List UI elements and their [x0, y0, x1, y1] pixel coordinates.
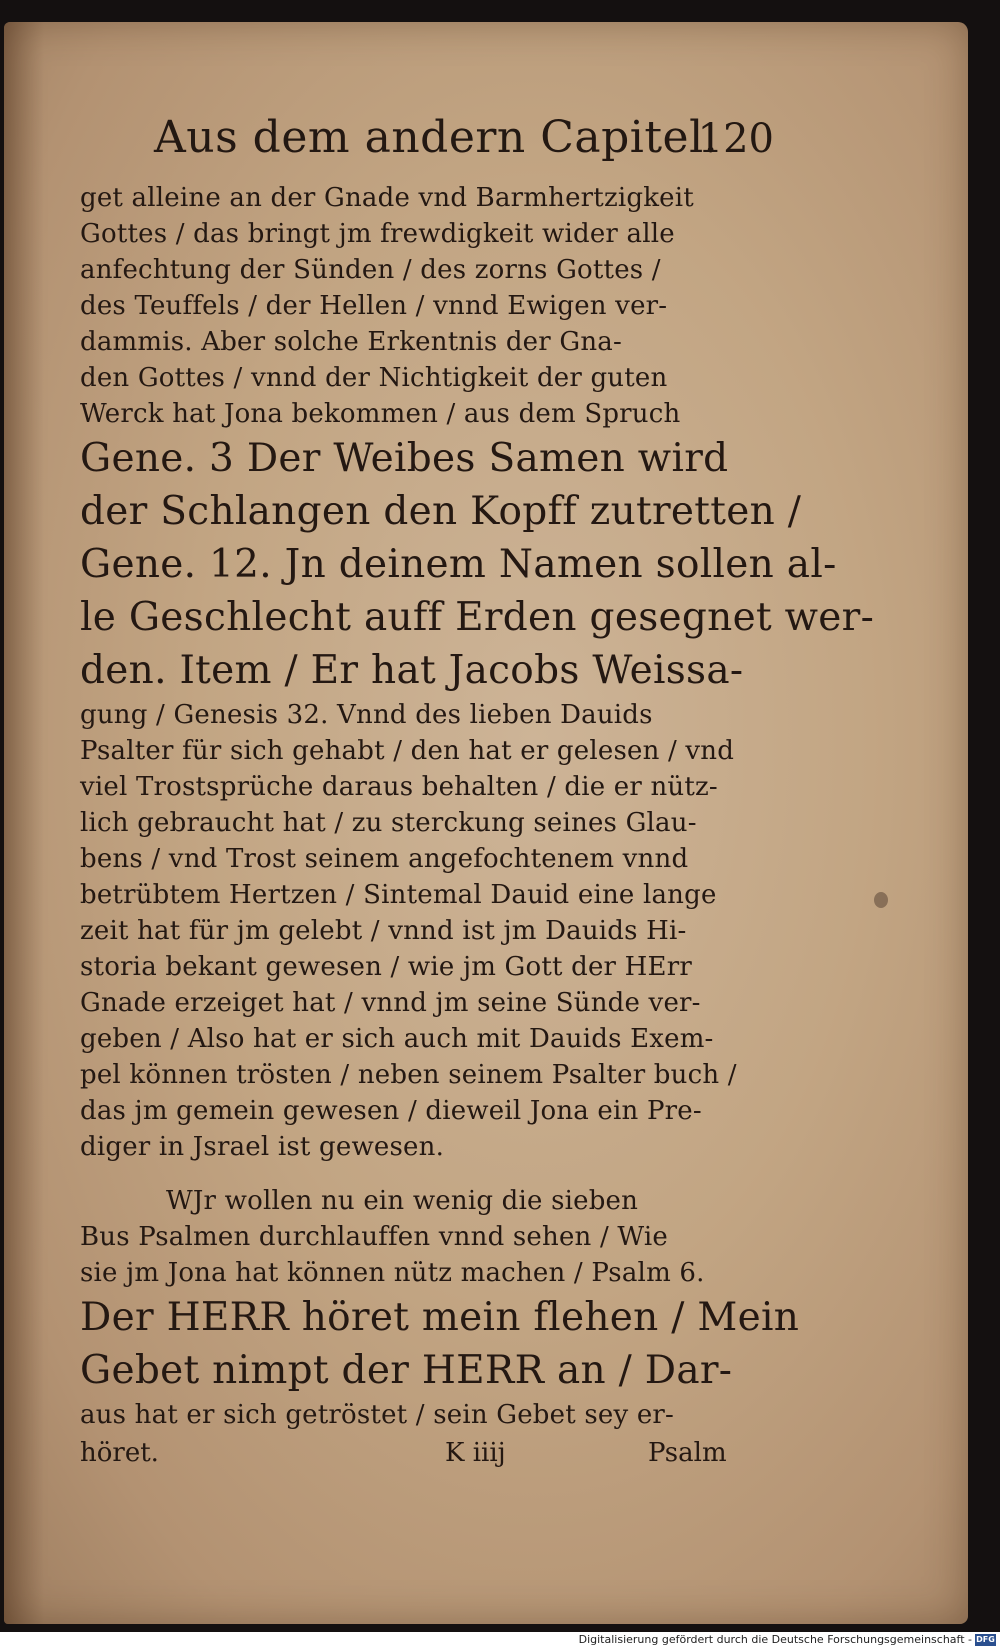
dfg-logo-icon: DFG	[976, 1635, 995, 1644]
footer-bar	[0, 1632, 1000, 1648]
text-line: den Gottes / vnnd der Nichtigkeit der guten	[80, 363, 668, 393]
text-line: des Teuffels / der Hellen / vnnd Ewigen ver-	[80, 291, 668, 321]
text-line: betrübtem Hertzen / Sintemal Dauid eine lange	[80, 880, 717, 910]
text-line: get alleine an der Gnade vnd Barmhertzigkeit	[80, 183, 694, 213]
funding-credit: Digitalisierung gefördert durch die Deutsche Forschungsgemeinschaft -	[578, 1633, 972, 1646]
text-line: geben / Also hat er sich auch mit Dauids Exem-	[80, 1024, 714, 1054]
text-line: Bus Psalmen durchlauffen vnnd sehen / Wie	[80, 1222, 668, 1252]
signature-line	[80, 1433, 760, 1473]
text-line: sie jm Jona hat können nütz machen / Psalm 6.	[80, 1258, 705, 1288]
text-line: zeit hat für jm gelebt / vnnd ist jm Dauids Hi-	[80, 916, 687, 946]
scripture-line: den. Item / Er hat Jacobs Weissa-	[80, 648, 744, 693]
last-line-text: höret.	[80, 1438, 159, 1468]
text-line: bens / vnd Trost seinem angefochtenem vnnd	[80, 844, 689, 874]
page-header	[154, 112, 774, 174]
scripture-line: der Schlangen den Kopff zutretten /	[80, 489, 802, 534]
text-line: Gnade erzeiget hat / vnnd jm seine Sünde ver-	[80, 988, 701, 1018]
scripture-line: Gebet nimpt der HERR an / Dar-	[80, 1348, 733, 1393]
scripture-line: Gene. 12. Jn deinem Namen sollen al-	[80, 542, 837, 587]
text-line: aus hat er sich getröstet / sein Gebet sey er-	[80, 1400, 675, 1430]
ink-smudge	[874, 892, 888, 908]
text-line: Gottes / das bringt jm frewdigkeit wider alle	[80, 219, 675, 249]
catchword: Psalm	[648, 1438, 727, 1468]
running-head: Aus dem andern Capitel.	[154, 112, 719, 163]
scripture-line: Gene. 3 Der Weibes Samen wird	[80, 436, 729, 481]
text-line: storia bekant gewesen / wie jm Gott der HErr	[80, 952, 692, 982]
body-text	[80, 180, 875, 1473]
text-line: diger in Jsrael ist gewesen.	[80, 1132, 445, 1162]
text-line: Psalter für sich gehabt / den hat er gelesen / vnd	[80, 736, 735, 766]
text-line: Werck hat Jona bekommen / aus dem Spruch	[80, 399, 681, 429]
scripture-line: Der HERR höret mein flehen / Mein	[80, 1295, 800, 1340]
text-line: gung / Genesis 32. Vnnd des lieben Dauids	[80, 700, 653, 730]
text-line: dammis. Aber solche Erkentnis der Gna-	[80, 327, 622, 357]
scripture-line: le Geschlecht auff Erden gesegnet wer-	[80, 595, 875, 640]
page-number: 120	[697, 116, 774, 162]
text-line: lich gebraucht hat / zu sterckung seines Glau-	[80, 808, 697, 838]
text-line: das jm gemein gewesen / dieweil Jona ein Pre-	[80, 1096, 702, 1126]
book-page	[4, 22, 968, 1624]
text-line: viel Trostsprüche daraus behalten / die er nütz-	[80, 772, 718, 802]
paragraph-start-line: WJr wollen nu ein wenig die sieben	[166, 1186, 639, 1216]
text-line: pel können trösten / neben seinem Psalter buch /	[80, 1060, 737, 1090]
spine-shadow	[4, 22, 44, 1624]
text-line: anfechtung der Sünden / des zorns Gottes /	[80, 255, 661, 285]
signature-mark: K iiij	[445, 1438, 506, 1468]
